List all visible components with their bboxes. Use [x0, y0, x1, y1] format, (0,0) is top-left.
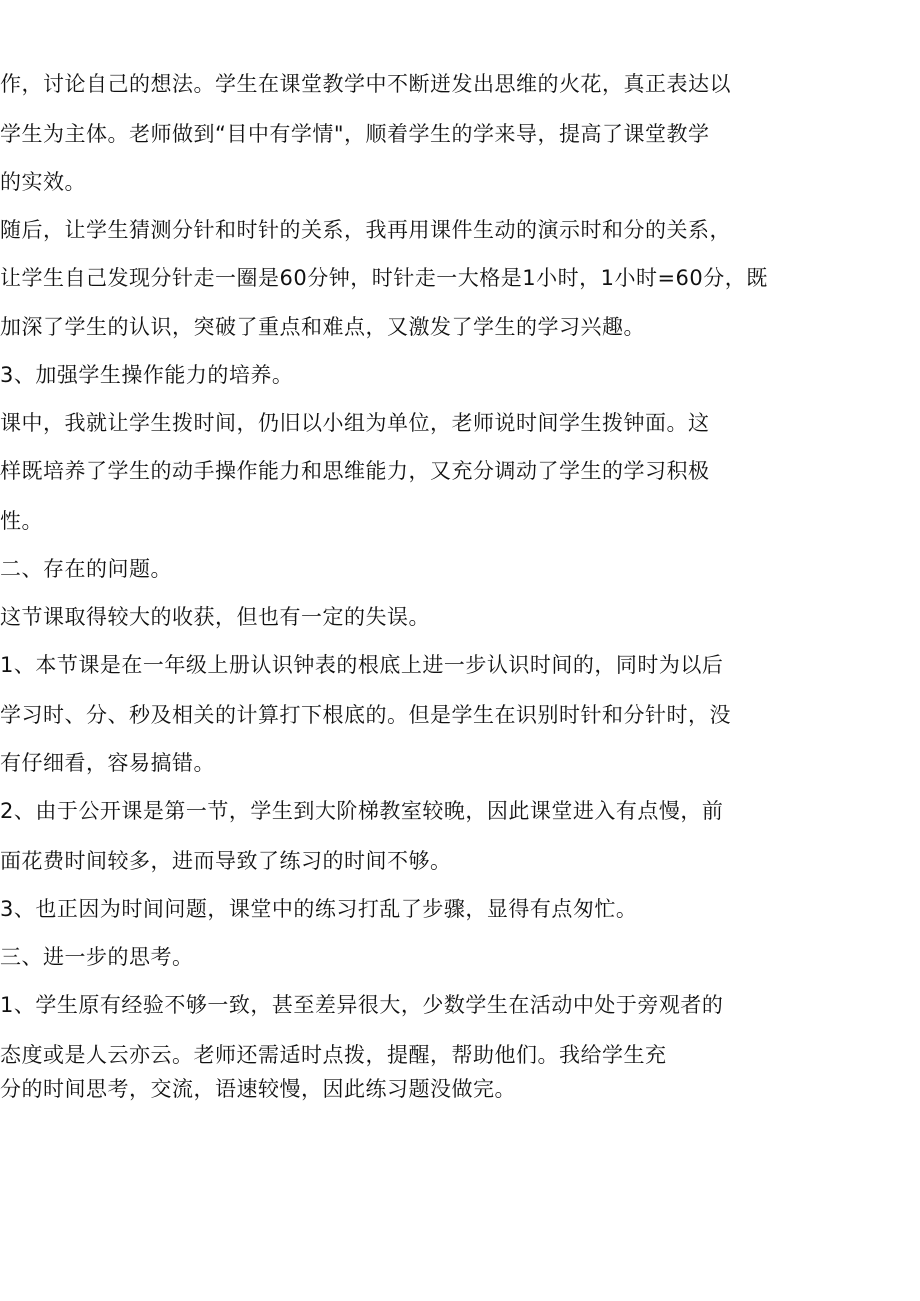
text-line: 面花费时间较多，进而导致了练习的时间不够。	[0, 849, 452, 873]
text-line: 随后，让学生猜测分针和时针的关系，我再用课件生动的演示时和分的关系，	[0, 218, 731, 242]
text-line: 课中，我就让学生拨时间，仍旧以小组为单位，老师说时间学生拨钟面。这	[0, 411, 710, 435]
text-line: 态度或是人云亦云。老师还需适时点拨，提醒，帮助他们。我给学生充	[0, 1043, 667, 1067]
text-line: 的实效。	[0, 170, 86, 194]
text-line: 1、学生原有经验不够一致，甚至差异很大，少数学生在活动中处于旁观者的	[0, 993, 724, 1017]
text-line: 学生为主体。老师做到“目中有学情"，顺着学生的学来导，提高了课堂教学	[0, 122, 710, 146]
text-line: 性。	[0, 509, 43, 533]
text-line: 1、本节课是在一年级上册认识钟表的根底上进一步认识时间的，同时为以后	[0, 653, 724, 677]
text-line: 让学生自己发现分针走一圈是60分钟，时针走一大格是1小时，1小时=60分，既	[0, 266, 768, 290]
section-heading: 3、加强学生操作能力的培养。	[0, 363, 294, 387]
text-line: 2、由于公开课是第一节，学生到大阶梯教室较晚，因此课堂进入有点慢，前	[0, 799, 724, 823]
text-line: 这节课取得较大的收获，但也有一定的失误。	[0, 605, 430, 629]
text-line: 作，讨论自己的想法。学生在课堂教学中不断迸发出思维的火花，真正表达以	[0, 72, 731, 96]
section-heading: 二、存在的问题。	[0, 557, 172, 581]
text-line: 有仔细看，容易搞错。	[0, 751, 215, 775]
text-line: 3、也正因为时间问题，课堂中的练习打乱了步骤，显得有点匆忙。	[0, 897, 638, 921]
text-line: 样既培养了学生的动手操作能力和思维能力，又充分调动了学生的学习积极	[0, 459, 710, 483]
text-line: 加深了学生的认识，突破了重点和难点，又激发了学生的学习兴趣。	[0, 315, 645, 339]
text-line: 分的时间思考，交流，语速较慢，因此练习题没做完。	[0, 1077, 516, 1101]
section-heading: 三、进一步的思考。	[0, 945, 194, 969]
text-line: 学习时、分、秒及相关的计算打下根底的。但是学生在识别时针和分针时，没	[0, 703, 731, 727]
